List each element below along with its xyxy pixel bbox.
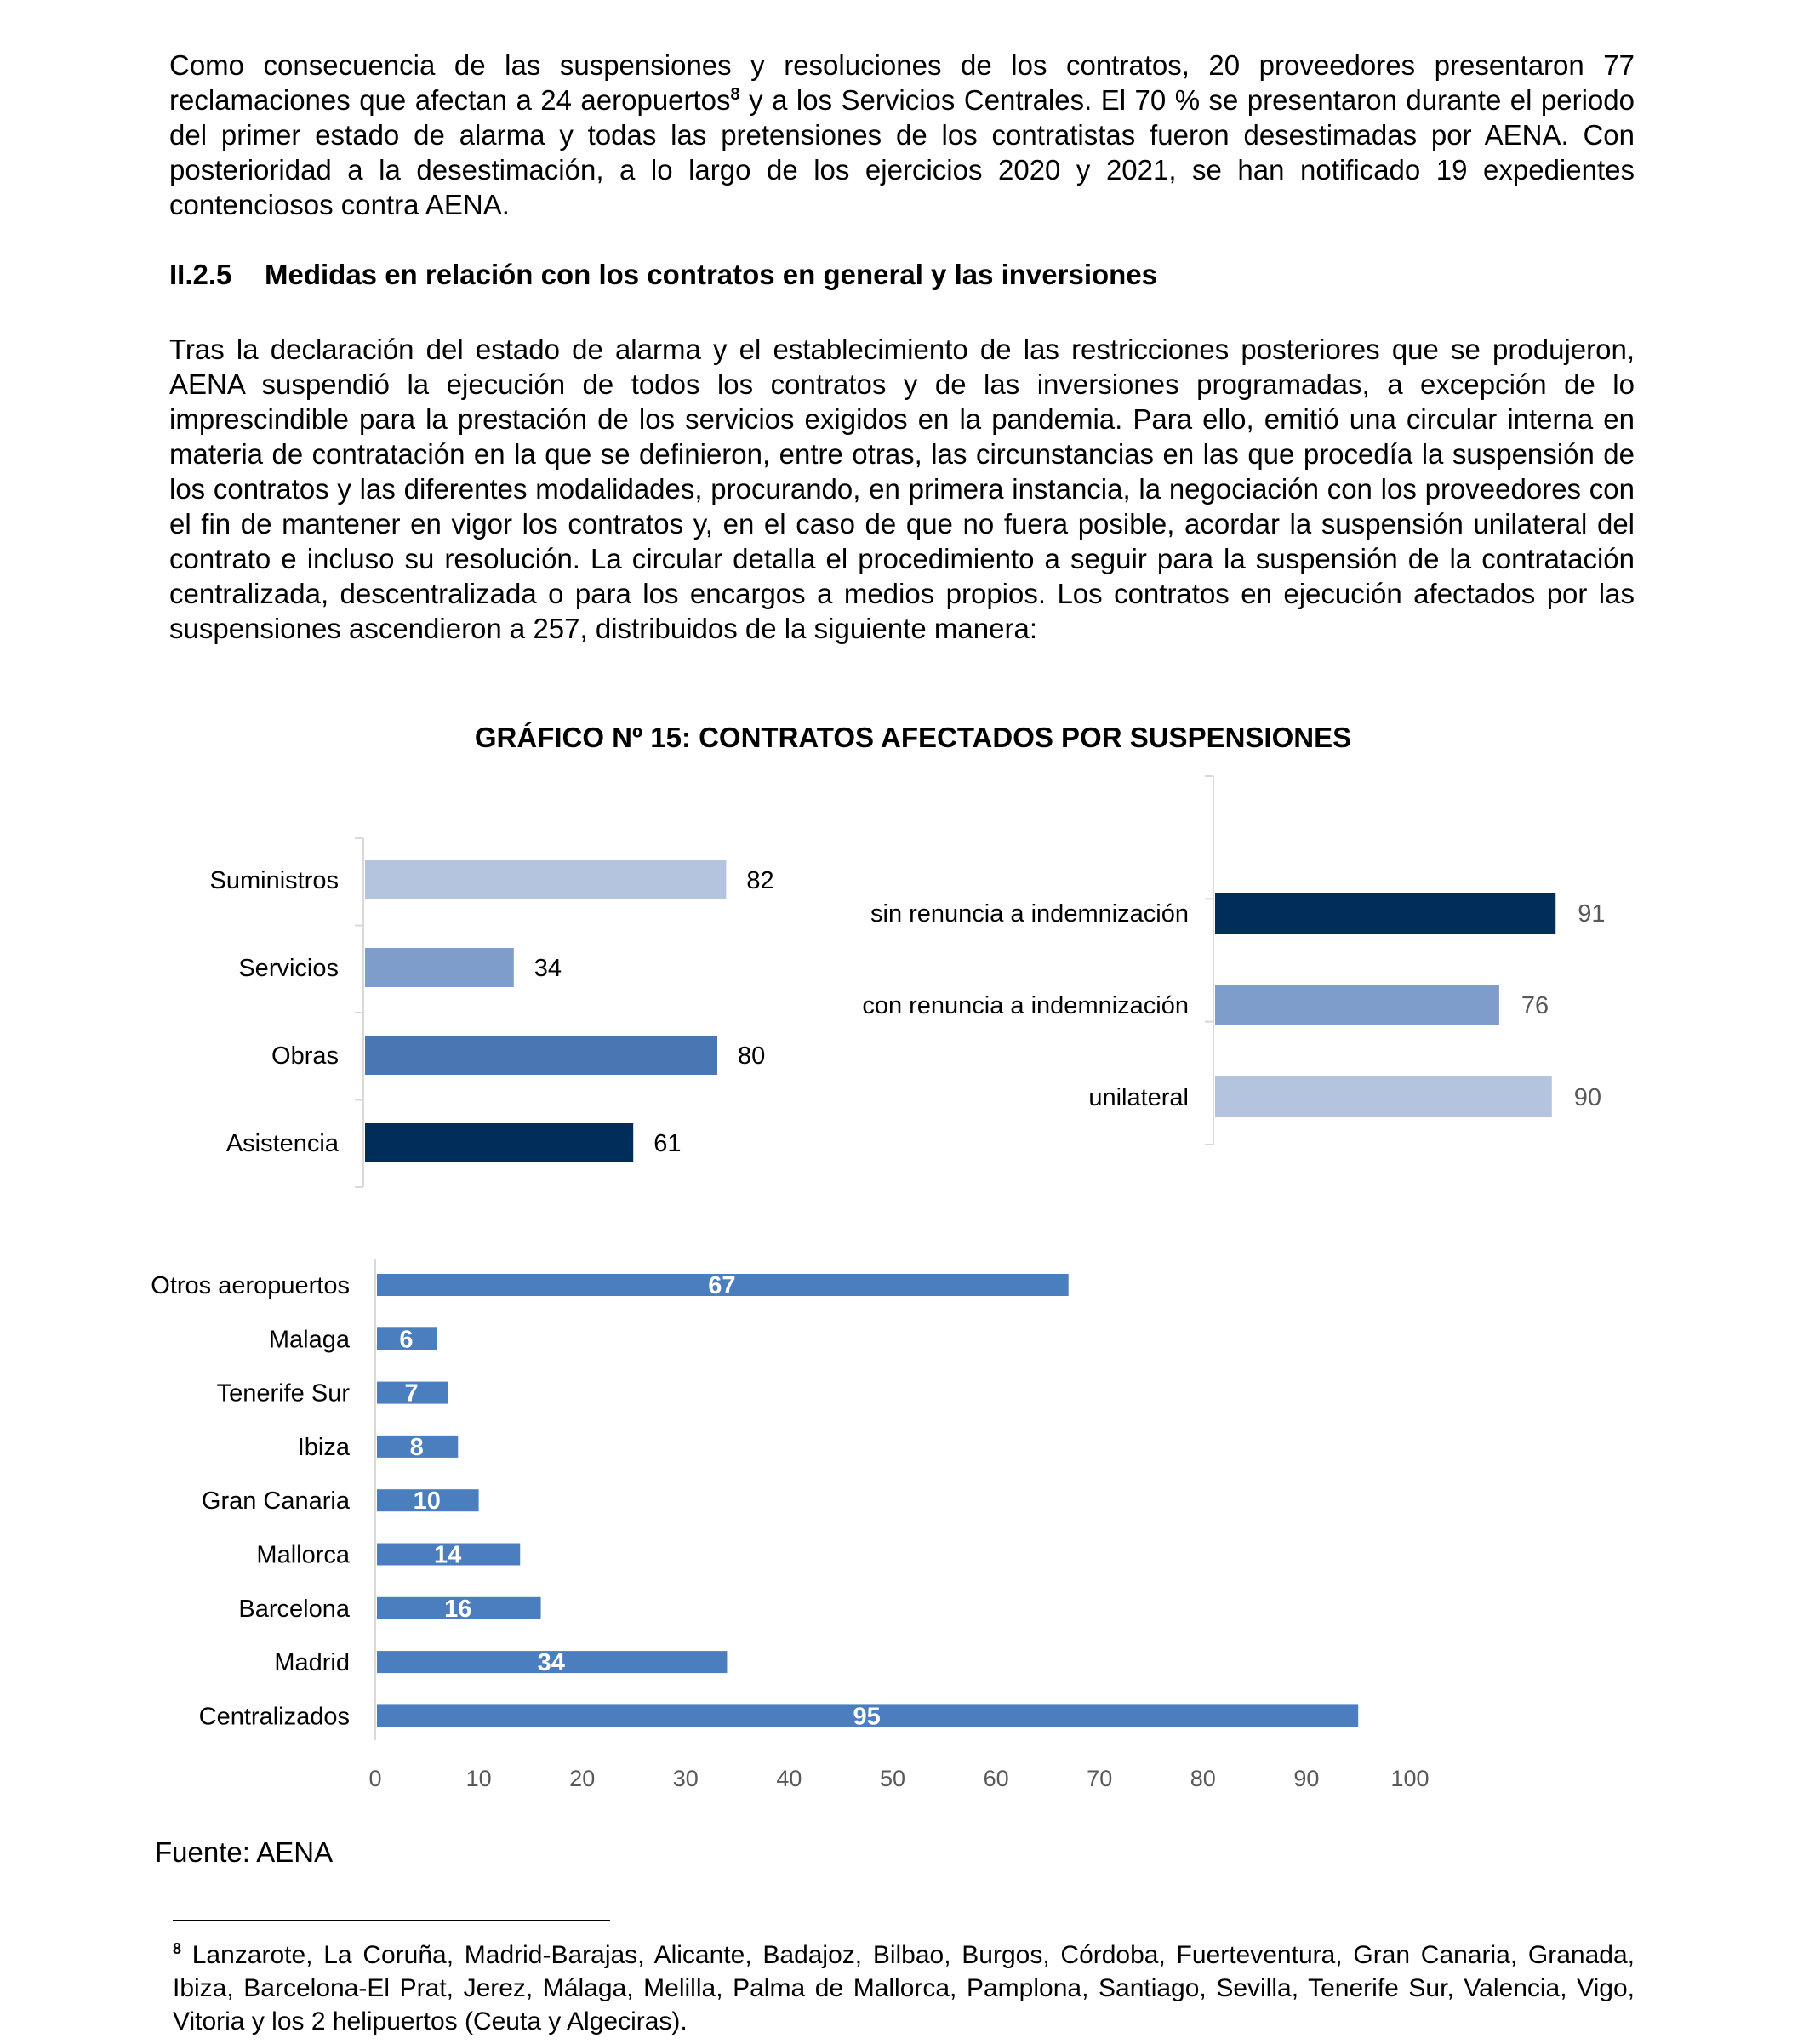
category-label: con renuncia a indemnización: [862, 992, 1189, 1019]
bar: [365, 1123, 633, 1162]
x-tick-label: 40: [776, 1766, 802, 1791]
footnote-mark: 8: [173, 1940, 182, 1957]
category-label: Malaga: [268, 1326, 350, 1354]
category-label: Centralizados: [198, 1703, 350, 1731]
bar: [365, 860, 726, 899]
category-label: Otros aeropuertos: [151, 1272, 350, 1299]
category-label: Ibiza: [297, 1433, 350, 1461]
data-label: 82: [746, 867, 774, 894]
bar: [365, 948, 514, 987]
category-label: Madrid: [274, 1649, 350, 1677]
x-tick-label: 50: [879, 1766, 906, 1791]
data-label: 34: [537, 1649, 565, 1677]
footnote: [173, 1938, 1635, 2038]
x-tick-label: 30: [672, 1766, 699, 1791]
chart-contract-types: [210, 838, 774, 1187]
data-label: 16: [444, 1595, 472, 1623]
bar: [1215, 893, 1555, 934]
x-tick-label: 10: [465, 1766, 492, 1791]
data-label: 95: [853, 1703, 881, 1731]
x-tick-label: 0: [368, 1766, 382, 1791]
footnote-text: Lanzarote, La Coruña, Madrid-Barajas, Alicante, Badajoz, Bilbao, Burgos, Córdoba, Fuerteventura, Gran Canaria, Granada, Ibiza, Barcelona-El Prat, Jerez, Málaga, Melilla, Palma de Mallorca, Pamplona, Santiago, Sevilla, Tenerife Sur, Valencia, Vigo, Vitoria y los 2 helipuertos (Ceuta y Algeciras).: [173, 1941, 1635, 2035]
data-label: 67: [708, 1272, 736, 1299]
x-tick-label: 70: [1087, 1766, 1113, 1791]
x-tick-label: 80: [1190, 1766, 1216, 1791]
body-paragraph: Tras la declaración del estado de alarma y el establecimiento de las restricciones posteriores que se produjeron, AENA suspendió la ejecución de todos los contratos y de las inversiones programadas, a excepción de lo imprescindible para la prestación de los servicios exigidos en la pandemia. Para ello, emitió una circular interna en materia de contratación en la que se definieron, entre otras, las circunstancias en las que procedía la suspensión de los contratos y las diferentes modalidades, procurando, en primera instancia, la negociación con los proveedores con el fin de mantener en vigor los contratos y, en el caso de que no fuera posible, acordar la suspensión unilateral del contrato e incluso su resolución. La circular detalla el procedimiento a seguir para la suspensión de la contratación centralizada, descentralizada o para los encargos a medios propios. Los contratos en ejecución afectados por las suspensiones ascendieron a 257, distribuidos de la siguiente manera:: [169, 334, 1635, 644]
data-label: 76: [1521, 992, 1549, 1019]
category-label: Suministros: [209, 867, 339, 894]
intro-text-after-note: y a los Servicios Centrales. El 70 % se presentaron durante el periodo del primer estado de alarma y todas las pretensiones de los contratistas fueron desestimadas por AENA. Con posterioridad a la desestimación, a lo largo de los ejercicios 2020 y 2021, se han notificado 19 expedientes contenciosos contra AENA.: [169, 84, 1635, 220]
data-label: 7: [404, 1379, 419, 1407]
chart-contracts-by-airport: [151, 1259, 1429, 1791]
category-label: Barcelona: [238, 1595, 350, 1623]
footnote-reference[interactable]: 8: [730, 85, 740, 104]
category-label: Obras: [271, 1042, 339, 1070]
category-label: Tenerife Sur: [216, 1379, 350, 1407]
x-tick-label: 100: [1390, 1766, 1430, 1791]
x-tick-label: 60: [983, 1766, 1009, 1791]
x-tick-label: 20: [569, 1766, 596, 1791]
data-label: 61: [653, 1130, 682, 1157]
category-label: Asistencia: [225, 1130, 339, 1157]
data-label: 14: [433, 1541, 462, 1569]
data-label: 34: [534, 955, 562, 982]
x-tick-label: 90: [1293, 1766, 1320, 1791]
source-note: Fuente: AENA: [155, 1836, 334, 1868]
data-label: 6: [399, 1326, 414, 1354]
bar: [1215, 985, 1499, 1025]
category-label: unilateral: [1088, 1084, 1189, 1111]
section-title: Medidas en relación con los contratos en general y las inversiones: [265, 259, 1158, 290]
data-label: 90: [1573, 1084, 1602, 1111]
data-label: 80: [738, 1042, 766, 1070]
data-label: 91: [1578, 900, 1606, 928]
chart-suspension-modes: [862, 776, 1605, 1145]
figure-title: GRÁFICO Nº 15: CONTRATOS AFECTADOS POR SUSPENSIONES: [474, 722, 1352, 753]
data-label: 8: [409, 1433, 424, 1461]
bar: [1215, 1076, 1552, 1117]
category-label: Mallorca: [256, 1541, 350, 1569]
data-label: 10: [413, 1487, 441, 1516]
category-label: Servicios: [238, 955, 339, 982]
intro-text-before-note: Como consecuencia de las suspensiones y resoluciones de los contratos, 20 proveedores presentaron 77 reclamaciones que afectan a 24 aeropuertos: [169, 49, 1635, 116]
category-label: Gran Canaria: [201, 1487, 350, 1516]
section-number: II.2.5: [169, 259, 232, 290]
bar: [365, 1036, 717, 1075]
category-label: sin renuncia a indemnización: [870, 900, 1189, 928]
footnote-separator: [173, 1920, 610, 1921]
